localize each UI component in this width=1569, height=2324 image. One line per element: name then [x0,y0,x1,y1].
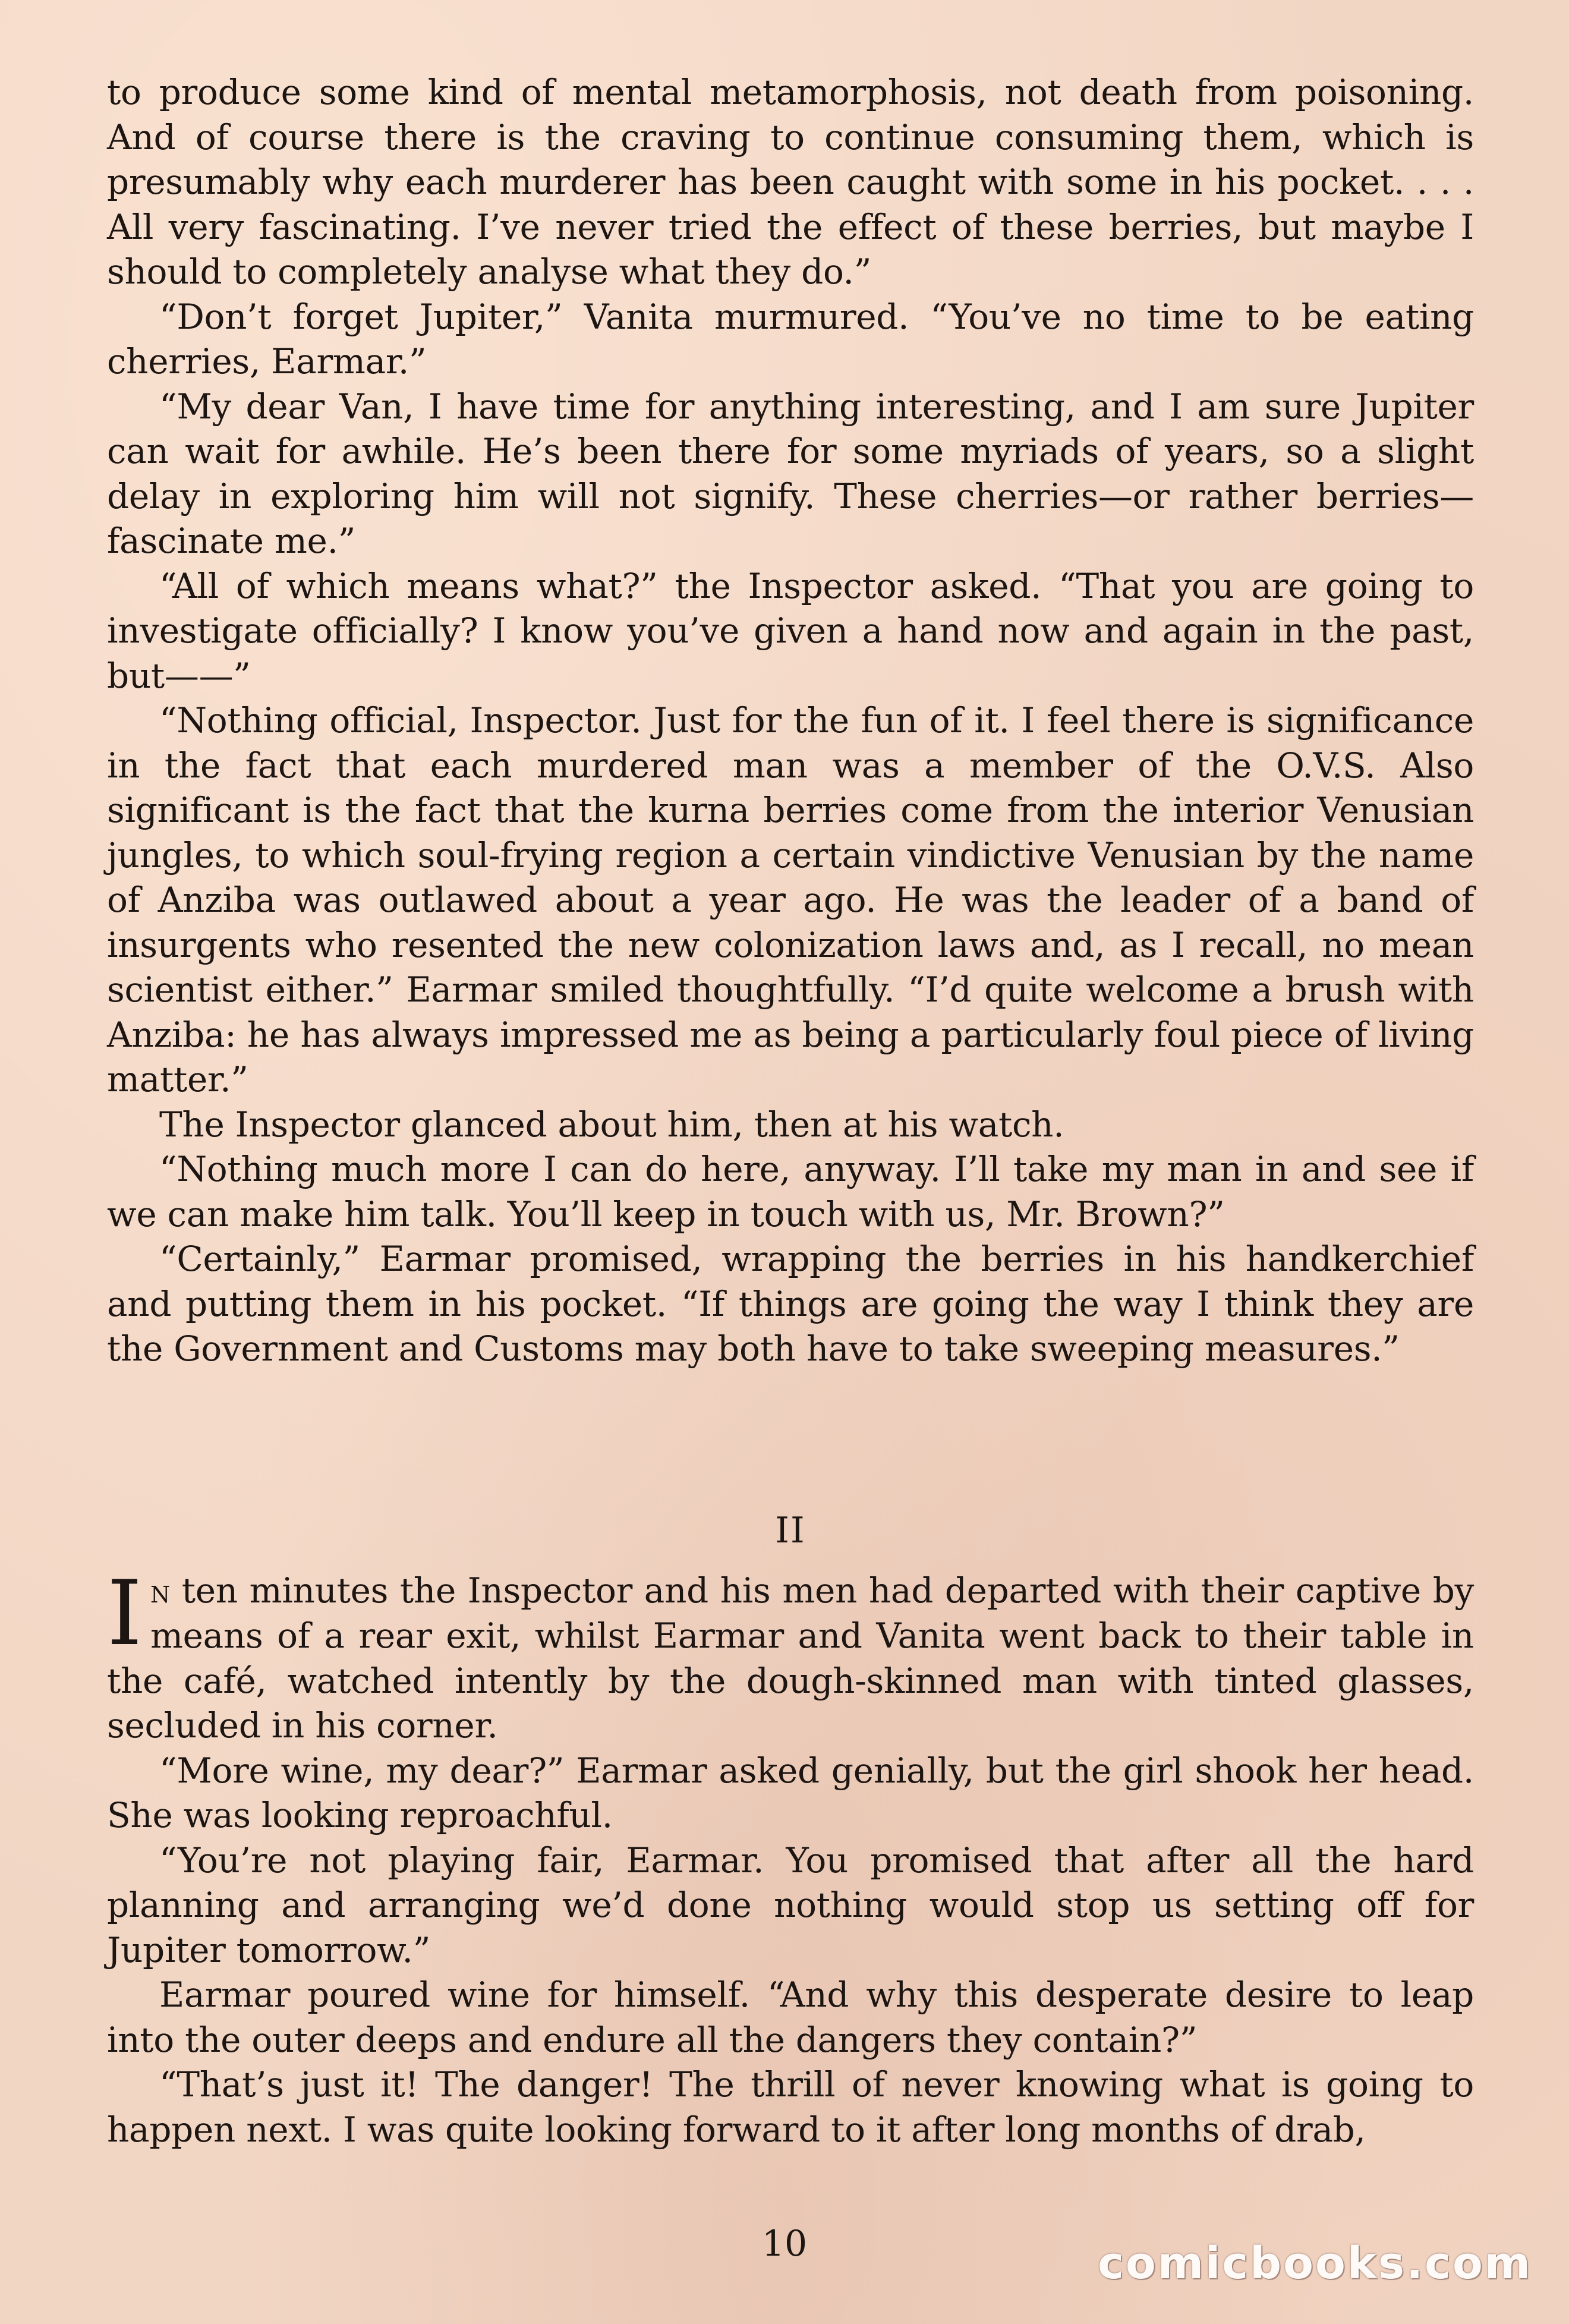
paragraph: “All of which means what?” the Inspector asked. “That you are going to investigate officially? I know you’ve given a hand now and again in the past, but——” [107,565,1474,696]
paragraph: “That’s just it! The danger! The thrill of never knowing what is going to happen next. I was quite looking forward to it after long months of drab, [107,2064,1474,2150]
paragraph: “My dear Van, I have time for anything interesting, and I am sure Jupiter can wait for awhile. He’s been there for some myriads of years, so a slight delay in exploring him will not signify. These cherries—or rather berries—fascinate me.” [107,386,1474,561]
page-number: 10 [761,2223,808,2265]
paragraph: Earmar poured wine for himself. “And why this desperate desire to leap into the outer deeps and endure all the dangers they contain?” [107,1975,1474,2060]
paragraph: to produce some kind of mental metamorphosis, not death from poisoning. And of course there is the craving to continue consuming them, which is presumably why each murderer has been caught with some in his pocket. . . . All very fascinating. I’ve never tried the effect of these berries, but maybe I should to completely analyse what they do.” [107,72,1474,292]
paragraph: The Inspector glanced about him, then at his watch. [159,1104,1064,1145]
opening-text: ten minutes the Inspector and his men had departed with their captive by means of a rear exit, whilst Earmar and Vanita went back to their table in the café, watched intently by the dough-skinned man with tinted glasses, secluded in his corner. [107,1570,1474,1746]
section-spacer [107,1372,1474,1509]
chapter-section-number: II [775,1509,806,1551]
paragraph: “Nothing much more I can do here, anyway. I’ll take my man in and see if we can make him talk. You’ll keep in touch with us, Mr. Brown?” [107,1149,1474,1235]
section-opening-paragraph [107,1561,1474,1749]
paragraph: “You’re not playing fair, Earmar. You promised that after all the hard planning and arranging we’d done nothing would stop us setting off for Jupiter tomorrow.” [107,1840,1474,1970]
paragraph: “More wine, my dear?” Earmar asked genially, but the girl shook her head. She was looking reproachful. [107,1750,1474,1835]
paragraph: “Certainly,” Earmar promised, wrapping the berries in his handkerchief and putting them in his pocket. “If things are going the way I think they are the Government and Customs may both have to take sweeping measures.” [107,1239,1474,1369]
paragraph: “Nothing official, Inspector. Just for the fun of it. I feel there is significance in the fact that each murdered man was a member of the O.V.S. Also significant is the fact that the kurna berries come from the interior Venusian jungles, to which soul-frying region a certain vindictive Venusian by the name of Anziba was outlawed about a year ago. He was the leader of a band of insurgents who resented the new colonization laws and, as I recall, no mean scientist either.” Earmar smiled thoughtfully. “I’d quite welcome a brush with Anziba: he has always impressed me as being a particularly foul piece of living matter.” [107,700,1474,1100]
drop-cap-letter: I [107,1561,142,1665]
book-page-text [107,70,1474,2152]
small-caps-lead: n [150,1572,170,1610]
paragraph: “Don’t forget Jupiter,” Vanita murmured. “You’ve no time to be eating cherries, Earmar.” [107,296,1474,382]
watermark-logo: comicbooks.com [1098,2238,1532,2289]
